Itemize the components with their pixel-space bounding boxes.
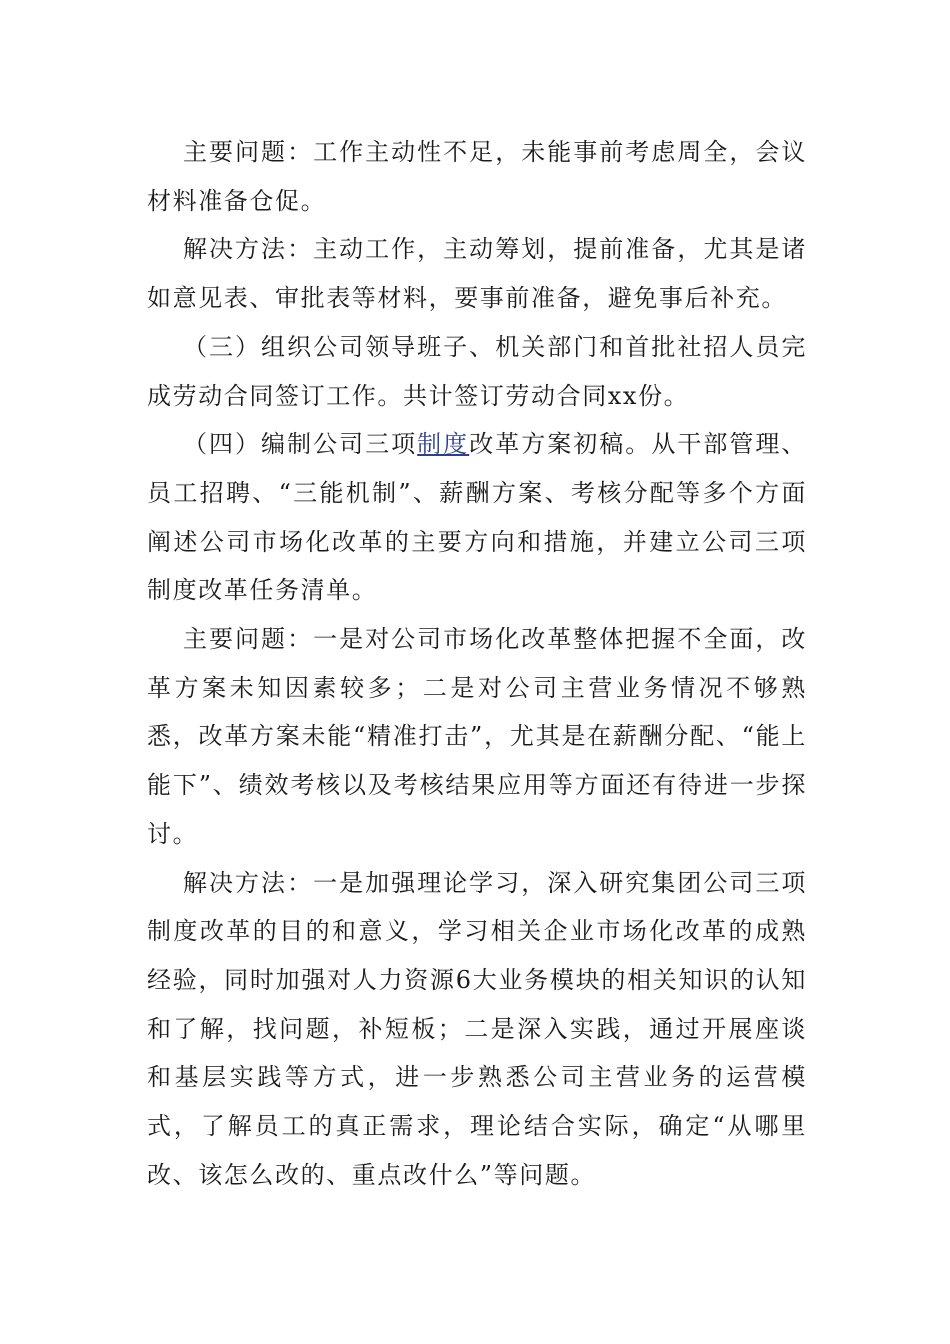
paragraph-item-4-start: （四）编制公司三项 [183, 430, 418, 459]
paragraph-problem-1: 主要问题：工作主动性不足，未能事前考虑周全，会议材料准备仓促。 [147, 138, 807, 215]
zhidu-link[interactable]: 制度 [417, 430, 470, 459]
paragraph-solution-2: 解决方法：一是加强理论学习，深入研究集团公司三项制度改革的目的和意义，学习相关企业市场化改革的成熟经验，同时加强对人力资源6大业务模块的相关知识的认知和了解，找问题，补短板；二是深入实践，通过开展座谈和基层实践等方式，进一步熟悉公司主营业务的运营模式，了解员工的真正需求，理论结合实际，确定“从哪里改、该怎么改的、重点改什么”等问题。 [147, 868, 807, 1189]
paragraph-item-4 [147, 420, 807, 615]
paragraph-problem-2: 主要问题：一是对公司市场化改革整体把握不全面，改革方案未知因素较多；二是对公司主营业务情况不够熟悉，改革方案未能“精准打击”，尤其是在薪酬分配、“能上能下”、绩效考核以及考核结果应用等方面还有待进一步探讨。 [147, 625, 807, 848]
paragraph-item-3: （三）组织公司领导班子、机关部门和首批社招人员完成劳动合同签订工作。共计签订劳动合同xx份。 [147, 332, 807, 410]
paragraph-solution-1: 解决方法：主动工作，主动筹划，提前准备，尤其是诸如意见表、审批表等材料，要事前准备，避免事后补充。 [147, 235, 807, 313]
paragraph-item-4-rest: 改革方案初稿。从干部管理、员工招聘、“三能机制”、薪酬方案、考核分配等多个方面阐述公司市场化改革的主要方向和措施，并建立公司三项制度改革任务清单。 [147, 430, 807, 605]
document-body [147, 128, 807, 1199]
